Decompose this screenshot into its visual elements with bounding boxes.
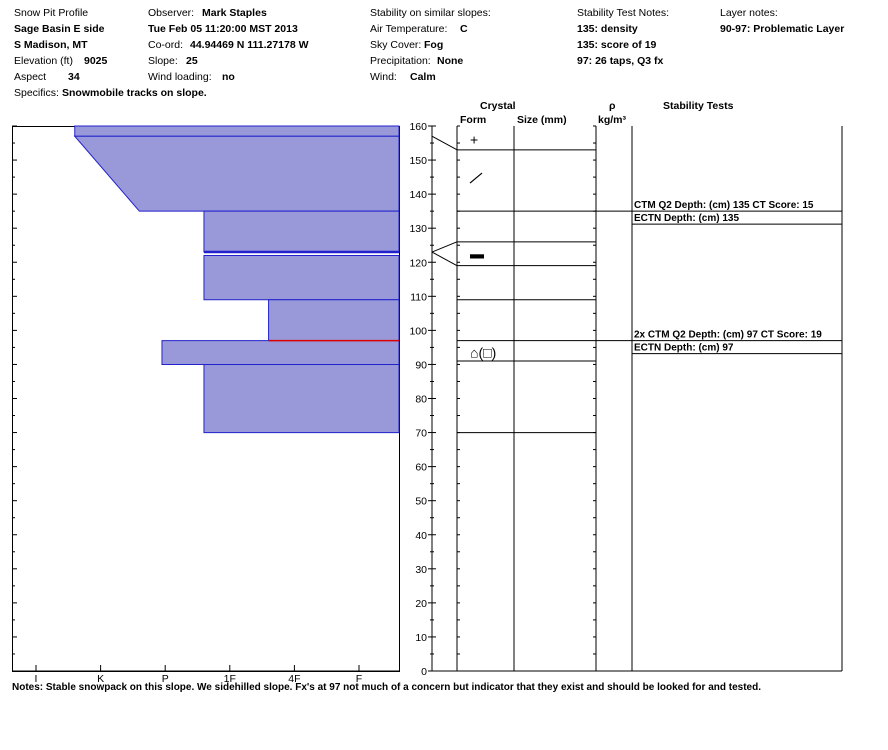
specifics-value: Snowmobile tracks on slope. [62,87,207,99]
wind-loading-label: Wind loading: [148,71,212,83]
hardness-label-0: I [34,673,38,685]
size-header: Size (mm) [517,114,567,126]
stability-test-2: 2x CTM Q2 Depth: (cm) 97 CT Score: 19 [634,329,822,341]
elevation-label: Elevation (ft) [14,55,73,67]
depth-label-30: 30 [415,563,427,576]
hardness-layer-1 [75,136,399,211]
depth-label-110: 110 [410,291,427,304]
depth-label-120: 120 [409,257,427,270]
wind-value: Calm [410,71,436,83]
location: Sage Basin E side [14,23,105,35]
hardness-layer-5 [162,341,399,365]
coord-value: 44.94469 N 111.27178 W [190,39,309,51]
hardness-layer-4 [269,300,399,341]
datetime: Tue Feb 05 11:20:00 MST 2013 [148,23,298,35]
depth-label-60: 60 [415,461,427,474]
hardness-label-2: P [161,673,169,685]
hardness-label-3: 1F [223,673,236,685]
stability-note-1: 135: density [577,23,638,35]
notes: Notes: Stable snowpack on this slope. We sidehilled slope. Fx's at 97 not much of a concern but indicator that they exist and should be looked for and tested. [12,682,761,693]
depth-label-20: 20 [415,597,427,610]
depth-label-50: 50 [415,495,427,508]
crystal-form-2: ▬ [470,245,484,262]
depth-label-80: 80 [415,393,427,406]
hardness-layer-2 [204,211,399,252]
depth-label-70: 70 [415,427,427,440]
crystal-header: Crystal [480,100,516,112]
air-temp-label: Air Temperature: [370,23,448,35]
stability-note-3: 97: 26 taps, Q3 fx [577,55,664,67]
stability-test-3: ECTN Depth: (cm) 97 [634,342,734,354]
precipitation-label: Precipitation: [370,55,431,67]
precipitation-value: None [437,55,464,67]
crystal-connector-2 [432,252,457,266]
depth-label-150: 150 [409,155,427,168]
aspect-value: 34 [68,71,80,83]
wind-label: Wind: [370,71,397,83]
depth-label-10: 10 [415,631,427,644]
depth-label-0: 0 [421,666,427,678]
depth-label-130: 130 [409,223,427,236]
hardness-layer-3 [204,255,399,299]
depth-label-100: 100 [409,325,427,338]
crystal-connector-0 [432,136,457,150]
air-temp-value: C [460,23,468,35]
stability-similar-label: Stability on similar slopes: [370,7,491,19]
hardness-label-4: 4F [288,673,301,685]
elevation-value: 9025 [84,55,108,67]
form-header: Form [460,114,487,126]
sky-cover-label: Sky Cover: [370,39,422,51]
sky-cover-value: Fog [424,39,444,51]
depth-label-90: 90 [415,359,427,372]
specifics-label: Specifics: [14,87,59,99]
crystal-connector-1 [432,242,457,252]
crystal-form-3: ⌂(□) [470,344,497,361]
stability-note-2: 135: score of 19 [577,39,657,51]
aspect-label: Aspect [14,71,47,83]
stability-test-0: CTM Q2 Depth: (cm) 135 CT Score: 15 [634,200,814,212]
layer-notes-title: Layer notes: [720,7,778,19]
hardness-layer-6 [204,364,399,432]
crystal-form-0: + [470,131,479,148]
crystal-form-1 [470,173,482,183]
region: S Madison, MT [14,39,88,51]
rho-units-header: kg/m³ [598,114,627,126]
hardness-label-1: K [97,673,105,685]
hardness-label-5: F [355,673,363,685]
rho-header: ρ [609,100,616,112]
observer-label: Observer: [148,7,195,19]
depth-label-40: 40 [415,529,427,542]
profile-title: Snow Pit Profile [14,7,89,19]
hardness-layer-0 [75,126,399,136]
observer-value: Mark Staples [202,7,267,19]
stability-test-1: ECTN Depth: (cm) 135 [634,213,740,225]
stability-notes-title: Stability Test Notes: [577,7,670,19]
slope-value: 25 [186,55,198,67]
depth-label-160: 160 [409,121,427,133]
layer-note-1: 90-97: Problematic Layer [720,23,845,35]
wind-loading-value: no [222,71,235,83]
slope-label: Slope: [148,55,178,67]
depth-label-140: 140 [409,189,427,202]
coord-label: Co-ord: [148,39,184,51]
stability-tests-header: Stability Tests [663,100,734,112]
